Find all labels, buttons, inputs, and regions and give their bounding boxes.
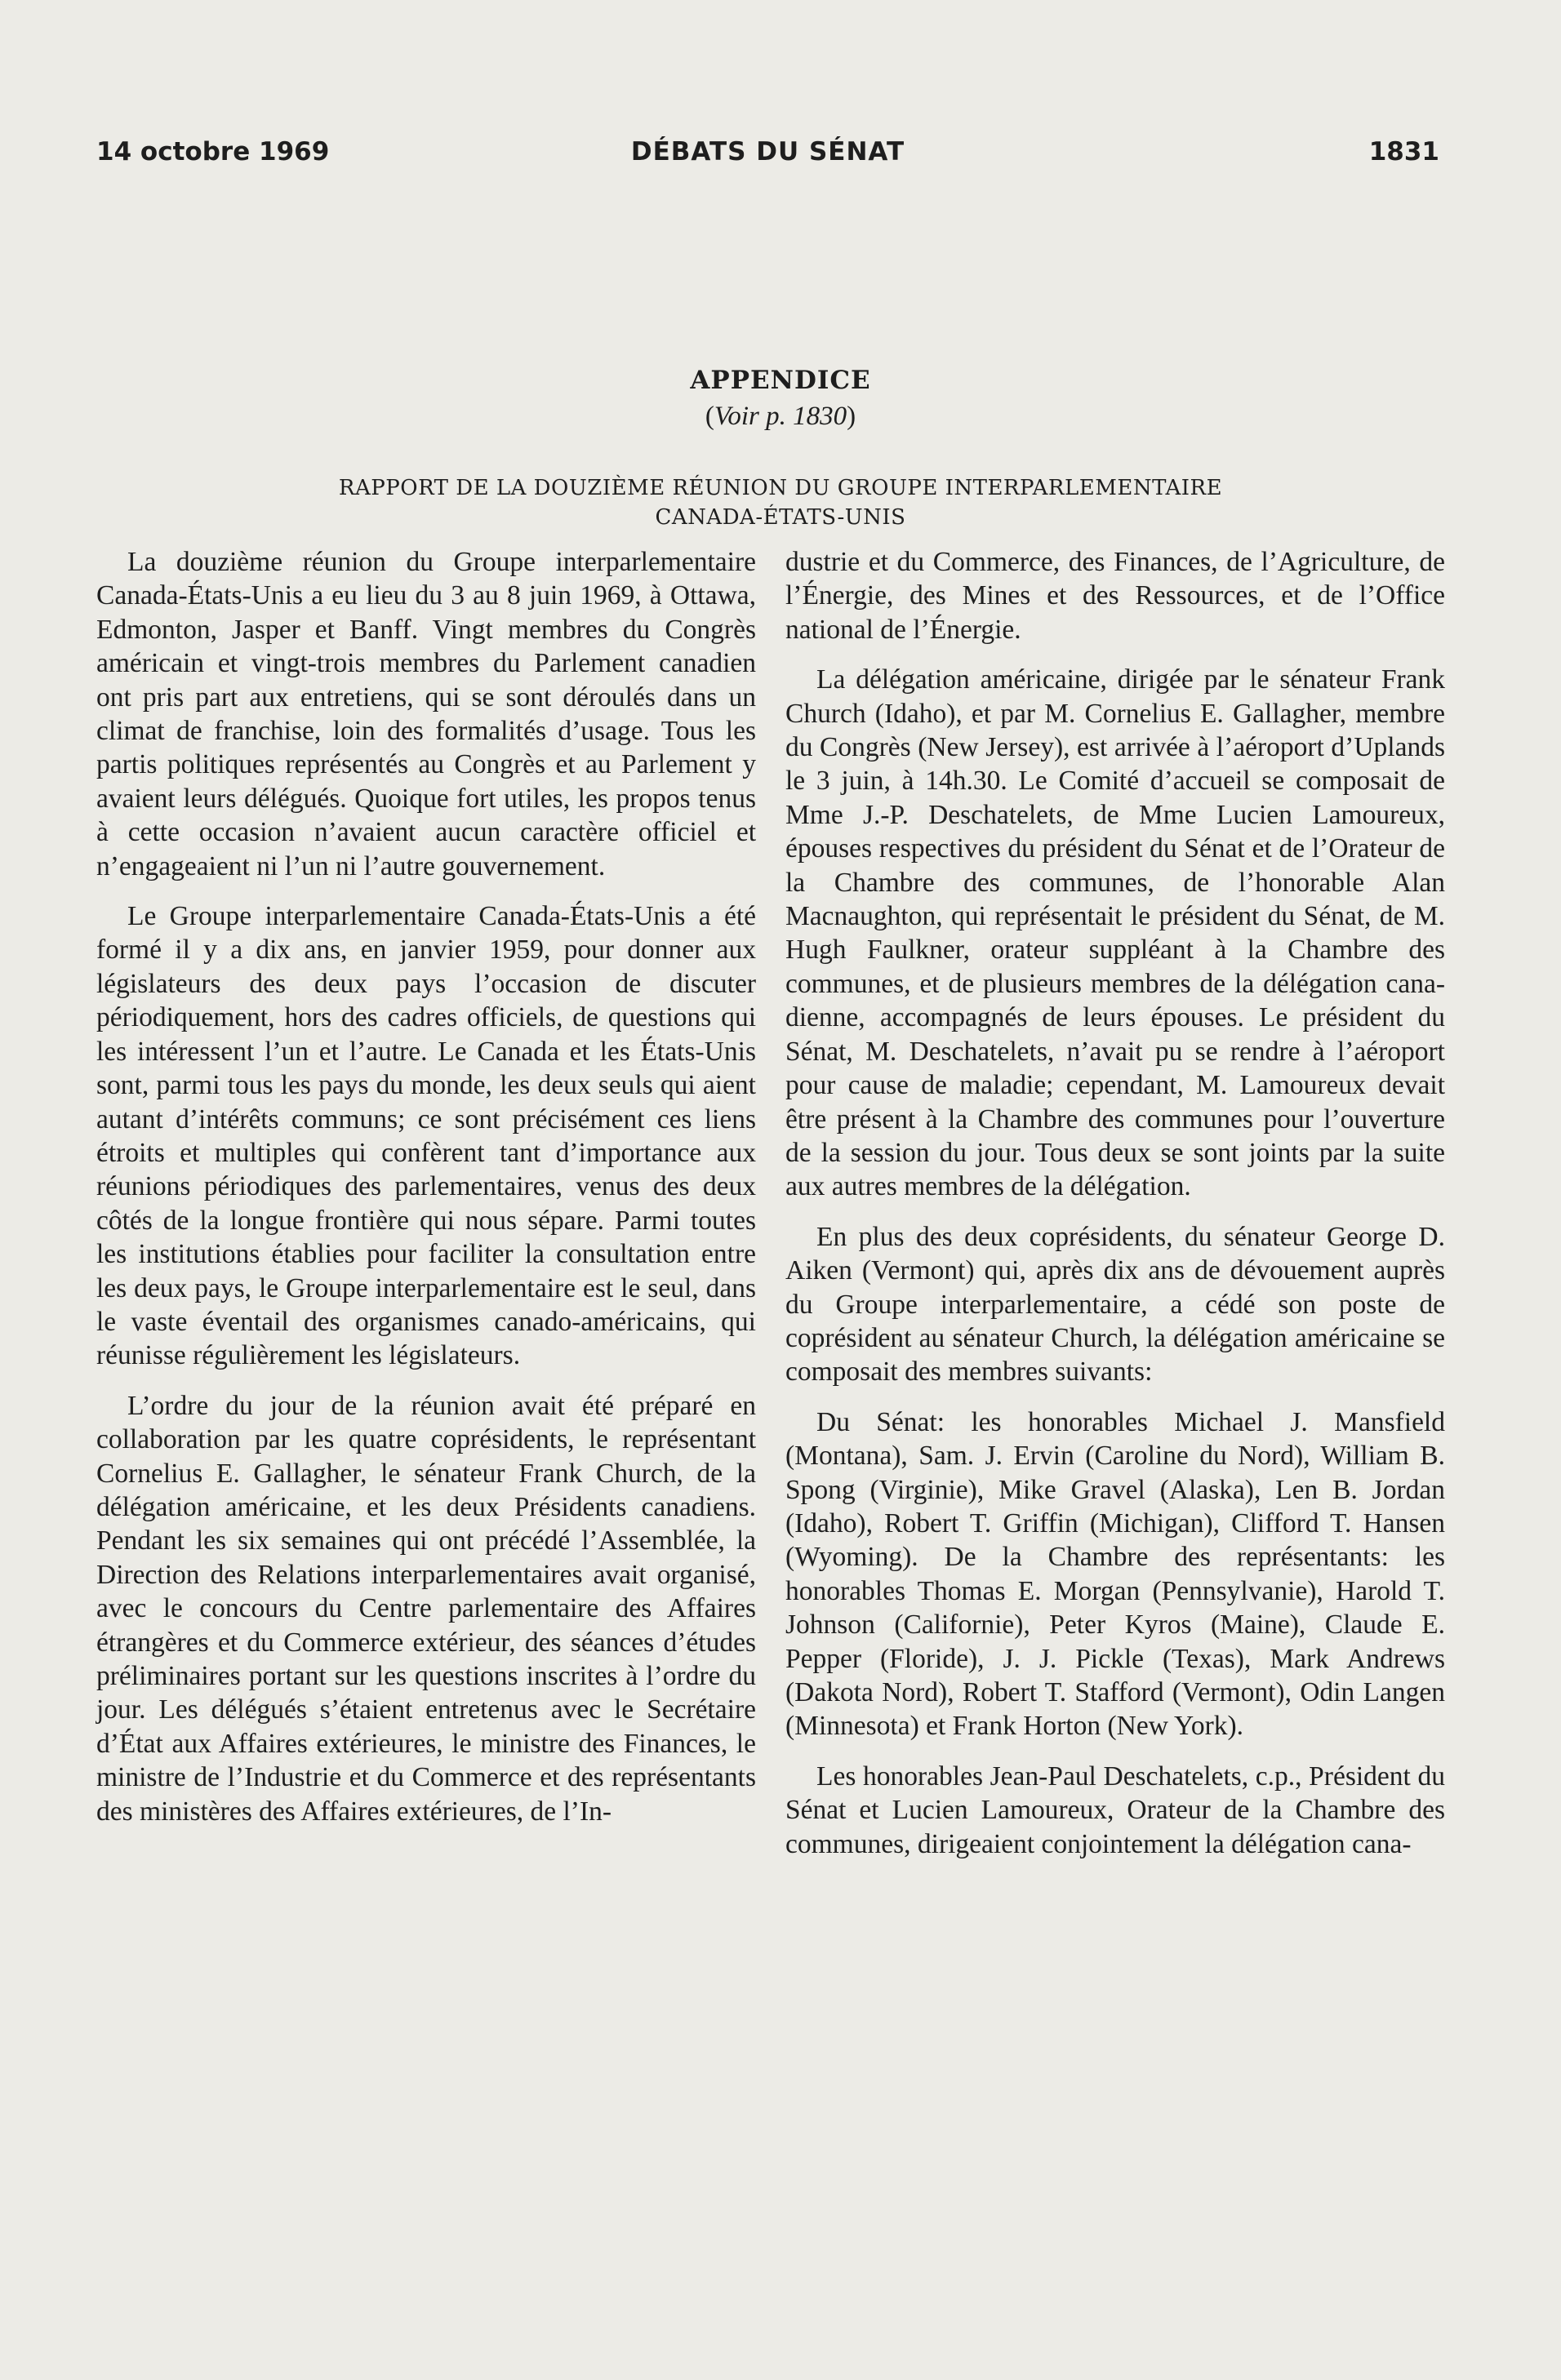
paragraph: La douzième réunion du Groupe interparlementaire Canada-États-Unis a eu lieu du 3 au 8 juin 1969, à Ottawa, Edmonton, Jasper et Banff. Vingt membres du Congrès américain et vingt-trois membres du Parlement canadien ont pris part aux entretiens, qui se sont déroulés dans un climat de franchise, loin des formalités d’usage. Tous les partis politiques représentés au Congrès et au Parlement y avaient leurs délégués. Quoique fort utiles, les propos tenus à cette occasion n’avaient aucun caractère officiel et n’engageaient ni l’un ni l’autre gouvernement. xyxy=(96,547,756,881)
header-date: 14 octobre 1969 xyxy=(96,137,330,167)
report-title-line-2: CANADA-ÉTATS-UNIS xyxy=(655,505,906,530)
ref-text: Voir p. 1830 xyxy=(714,402,847,431)
header-title: DÉBATS DU SÉNAT xyxy=(630,137,905,167)
ref-open-paren: ( xyxy=(705,402,714,431)
paragraph: L’ordre du jour de la réunion avait été préparé en collaboration par les quatre coprésidents, le représentant Cornelius E. Gallagher, le sénateur Frank Church, de la délégation américaine, et les deux Présidents canadiens. Pendant les six semaines qui ont précédé l’Assemblée, la Direction des Relations interparlementaires avait organisé, avec le concours du Centre parlementaire des Affaires étrangères et du Commerce extérieur, des séances d’études préliminaires portant sur les questions inscrites à l’ordre du jour. Les délégués s’étaient entretenus avec le Secrétaire d’État aux Affaires extérieures, le ministre des Finances, le ministre de l’Industrie et du Commerce et des représentants des ministères des Affaires extérieures, de l’In- xyxy=(96,1390,756,1827)
page-number: 1831 xyxy=(1368,137,1439,167)
appendix-page-reference xyxy=(0,402,1561,432)
report-title xyxy=(0,473,1561,532)
paragraph: Le Groupe interparlementaire Canada-États-Unis a été formé il y a dix ans, en janvier 1959, pour donner aux législateurs des deux pays l’occasion de discuter périodiquement, hors des cadres officiels, de questions qui les intéressent l’un et l’autre. Le Canada et les États-Unis sont, parmi tous les pays du monde, les deux seuls qui aient autant d’intérêts communs; ce sont précisément ces liens étroits et multiples qui confèrent tant d’importance aux réunions périodiques des parlementaires, venus des deux côtés de la longue frontière qui nous sépare. Parmi toutes les institutions établies pour faciliter la consultation entre les deux pays, le Groupe interparlementaire est le seul, dans le vaste éventail des organismes canado-américains, qui réunisse régulièrement les législateurs. xyxy=(96,901,756,1371)
paragraph: Du Sénat: les honorables Michael J. Mansfield (Montana), Sam. J. Ervin (Caroline du Nord), William B. Spong (Virginie), Mike Gravel (Alaska), Len B. Jordan (Idaho), Robert T. Griffin (Michigan), Clifford T. Hansen (Wyoming). De la Chambre des représentants: les honorables Thomas E. Morgan (Pennsylvanie), Harold T. Johnson (Californie), Peter Kyros (Maine), Claude E. Pepper (Floride), J. J. Pickle (Texas), Mark Andrews (Dakota Nord), Robert T. Stafford (Vermont), Odin Langen (Minnesota) et Frank Horton (New York). xyxy=(785,1406,1445,1742)
paragraph: La délégation américaine, dirigée par le sénateur Frank Church (Idaho), et par M. Cornelius E. Gallagher, membre du Congrès (New Jersey), est arrivée à l’aéroport d’Uplands le 3 juin, à 14h.30. Le Comité d’accueil se composait de Mme J.-P. Deschatelets, de Mme Lucien Lamoureux, épouses respectives du président du Sénat et de l’Orateur de la Chambre des communes, de l’honorable Alan Macnaughton, qui représentait le président du Sénat, de M. Hugh Faulkner, orateur suppléant à la Chambre des communes, et de plusieurs membres de la délégation canadienne, accompagnés de leurs épouses. Le président du Sénat, M. Deschatelets, n’avait pu se rendre à l’aéroport pour cause de maladie; cependant, M. Lamoureux devait être présent à la Chambre des communes pour l’ouverture de la session du jour. Tous deux se sont joints par la suite aux autres membres de la délégation. xyxy=(785,664,1445,1202)
paragraph: En plus des deux coprésidents, du sénateur George D. Aiken (Vermont) qui, après dix ans de dévouement auprès du Groupe interparlementaire, a cédé son poste de coprésident au sénateur Church, la délégation américaine se composait des membres suivants: xyxy=(785,1221,1445,1388)
right-column xyxy=(785,545,1445,1877)
appendix-title: APPENDICE xyxy=(690,366,871,395)
paragraph: Les honorables Jean-Paul Deschatelets, c.p., Président du Sénat et Lucien Lamoureux, Orateur de la Chambre des communes, dirigeaient conjointement la délégation cana- xyxy=(785,1761,1445,1859)
paragraph-continued: dustrie et du Commerce, des Finances, de l’Agriculture, de l’Énergie, des Mines et des Ressources, et de l’Office national de l’Énergie. xyxy=(785,547,1445,645)
ref-close-paren: ) xyxy=(847,402,856,431)
report-title-line-1: RAPPORT DE LA DOUZIÈME RÉUNION DU GROUPE INTERPARLEMENTAIRE xyxy=(338,476,1223,500)
running-header xyxy=(96,137,1439,173)
left-column xyxy=(96,545,756,1845)
